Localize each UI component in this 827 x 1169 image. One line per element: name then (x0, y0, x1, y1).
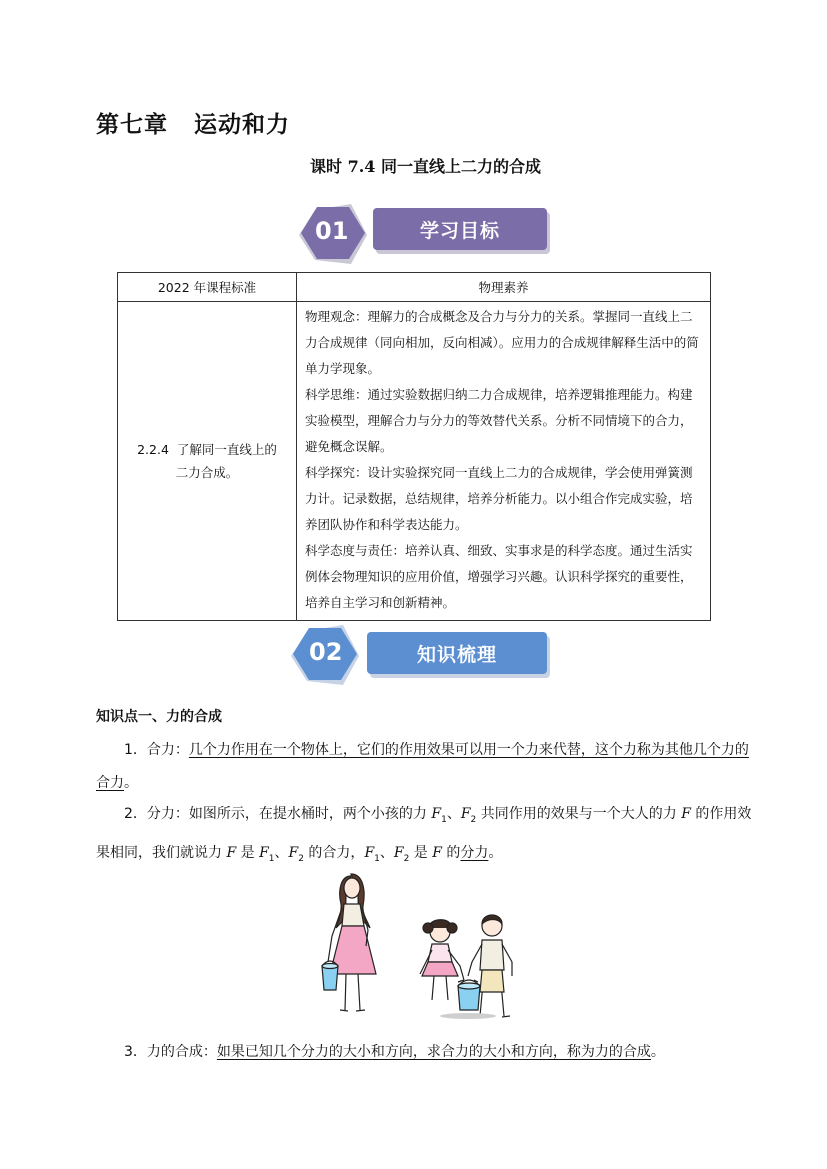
item-end: 。 (650, 1044, 665, 1060)
item-end: 。 (488, 844, 503, 861)
standard-text: 了解同一直线上的 (176, 442, 277, 457)
subscript: 2 (403, 853, 410, 864)
underlined-term: 分力 (460, 844, 489, 861)
section-number: 01 (315, 217, 349, 245)
standard-cell (118, 302, 297, 621)
text-run: 的作用效果相同，我们就说力 (96, 806, 752, 861)
section-title: 学习目标 (373, 208, 547, 250)
subscript: 2 (470, 814, 477, 825)
text-run: 的 (441, 844, 461, 861)
definition-component-force (96, 798, 756, 876)
definition-resultant-force (96, 734, 756, 800)
text-run: 、 (446, 806, 461, 822)
text-run: 、 (274, 844, 289, 861)
symbol-f2: F (288, 844, 299, 861)
chapter-heading (96, 106, 290, 139)
text-run: 是 (409, 844, 433, 861)
water-bucket-illustration (318, 870, 528, 1020)
item-end: 。 (124, 775, 138, 791)
symbol-f: F (432, 844, 442, 861)
subscript: 1 (441, 814, 447, 825)
literacy-cell (297, 302, 711, 621)
item-label: 3．力的合成： (124, 1044, 217, 1060)
symbol-f2: F (460, 806, 471, 822)
item-label: 2．分力： (124, 806, 189, 822)
literacy-paragraph: 科学思维：通过实验数据归纳二力合成规律，培养逻辑推理能力。构建实验模型，理解合力与分力的等效替代关系。分析不同情境下的合力，避免概念误解。 (305, 387, 693, 454)
table-header: 物理素养 (297, 273, 711, 302)
text-run: 是 (236, 844, 260, 861)
symbol-f1: F (364, 844, 375, 861)
section-badge-02 (289, 625, 551, 687)
symbol-f1: F (431, 806, 442, 822)
section-badge-01 (297, 204, 552, 266)
literacy-paragraph: 物理观念：理解力的合成概念及合力与分力的关系。掌握同一直线上二力合成规律（同向相加，反向相减）。应用力的合成规律解释生活中的简单力学现象。 (305, 309, 699, 376)
literacy-paragraph: 科学态度与责任：培养认真、细致、实事求是的科学态度。通过生活实例体会物理知识的应用价值，增强学习兴趣。认识科学探究的重要性，培养自主学习和创新精神。 (305, 543, 693, 610)
item-label: 1．合力： (124, 742, 189, 758)
text-run: 的合力， (303, 844, 365, 861)
section-number: 02 (309, 638, 343, 666)
subscript: 1 (374, 853, 380, 864)
text-run: 如图所示，在提水桶时，两个小孩的力 (188, 806, 432, 822)
definition-force-composition (96, 1036, 756, 1069)
chapter-title: 运动和力 (194, 111, 290, 138)
curriculum-table (117, 272, 711, 621)
standard-text: 二力合成。 (175, 465, 239, 480)
symbol-f: F (226, 844, 237, 861)
lesson-title: 课时 7.4 同一直线上二力的合成 (310, 157, 541, 176)
chapter-number: 第七章 (96, 111, 168, 138)
literacy-paragraph: 科学探究：设计实验探究同一直线上二力的合成规律，学会使用弹簧测力计。记录数据，总结规律，培养分析能力。以小组合作完成实验，培养团队协作和科学表达能力。 (305, 465, 693, 532)
text-run: 、 (379, 844, 394, 861)
text-run: 共同作用的效果与一个大人的力 (476, 806, 682, 822)
symbol-f2: F (393, 844, 404, 861)
standard-code: 2.2.4 (137, 442, 169, 457)
table-header: 2022 年课程标准 (118, 273, 297, 302)
section-title: 知识梳理 (367, 632, 547, 674)
item-text: 如果已知几个分力的大小和方向，求合力的大小和方向，称为力的合成 (216, 1044, 651, 1060)
symbol-f: F (681, 806, 691, 822)
subscript: 1 (268, 853, 275, 864)
symbol-f1: F (259, 844, 269, 861)
knowledge-point-title: 知识点一、力的合成 (96, 709, 222, 725)
item-text: 几个力作用在一个物体上，它们的作用效果可以用一个力来代替，这个力称为其他几个力的合力 (96, 742, 749, 791)
subscript: 2 (298, 853, 304, 864)
